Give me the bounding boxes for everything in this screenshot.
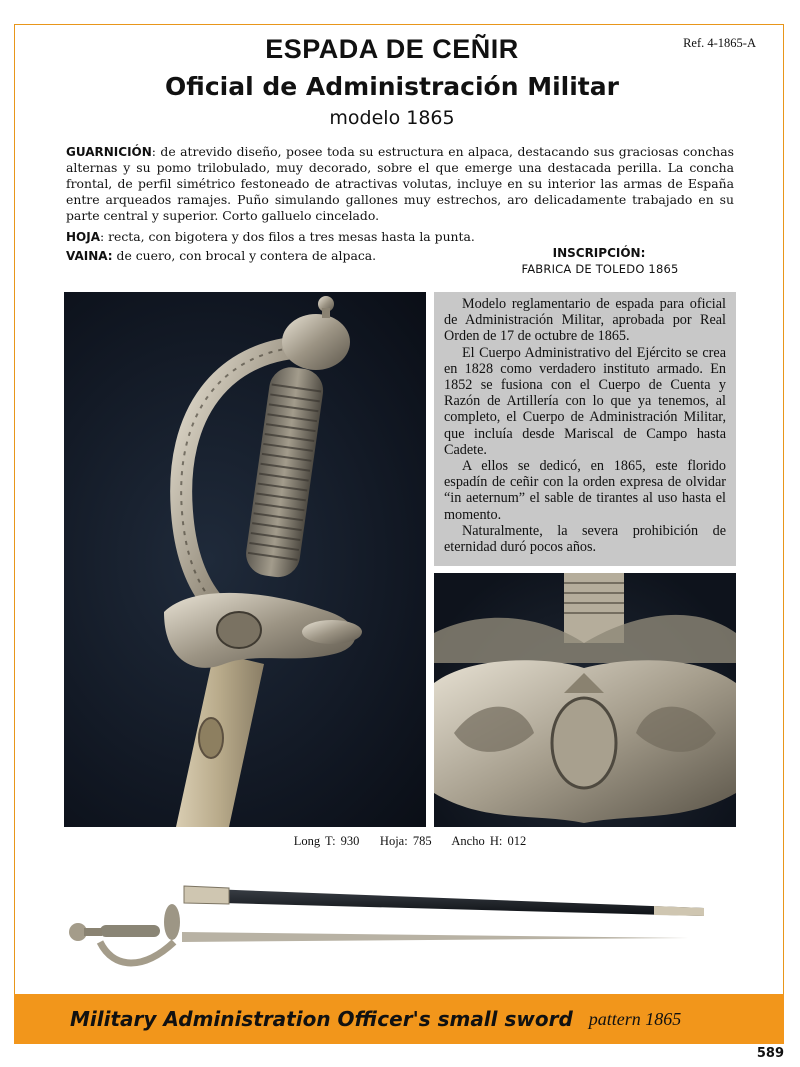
hoja-label: HOJA xyxy=(66,230,100,244)
blade-length: Hoja: 785 xyxy=(379,834,432,848)
history-paragraph-1: Modelo reglamentario de espada para oficial de Administración Militar, aprobada por Real Orden de 17 de octubre de 1865. xyxy=(444,296,726,345)
history-box xyxy=(434,292,736,566)
history-paragraph-4: Naturalmente, la severa prohibición de eternidad duró pocos años. xyxy=(444,522,726,556)
page-subtitle: Oficial de Administración Militar xyxy=(165,72,619,101)
hoja-text: : recta, con bigotera y dos filos a tres mesas hasta la punta. xyxy=(100,229,475,244)
banner-main-title: Military Administration Officer's small sword xyxy=(70,1007,573,1031)
guarnicion-paragraph xyxy=(66,144,734,224)
vaina-line xyxy=(66,248,376,263)
guarnicion-text: : de atrevido diseño, posee toda su estructura en alpaca, destacando sus graciosas conchas alternas y su pomo trilobulado, muy decorado, sobre el que emerge una destacada perilla. La concha frontal, de perfil simétrico festoneado de atractivas volutas, incluye en su interior las armas de España entre arqueados ramajes. Puño simulando gallones muy estrechos, aro delicadamente trabajado en su parte central y superior. Corto galluelo cincelado. xyxy=(66,144,734,223)
banner-pattern: pattern 1865 xyxy=(588,1008,682,1029)
page-number: 589 xyxy=(756,1046,784,1061)
sword-hilt-illustration xyxy=(64,292,426,827)
english-title-banner xyxy=(14,994,784,1044)
history-paragraph-2: El Cuerpo Administrativo del Ejército se crea en 1828 como verdadero instituto armado. En 1852 se fusiona con el Cuerpo de Cuenta y Razón de Artillería con lo que ya tenemos, al completo, el Cuerpo de Administración Militar, que incluía desde Mariscal de Campo hasta Cadete. xyxy=(444,344,726,458)
history-paragraph-3: A ellos se dedicó, en 1865, este florido espadín de ceñir con la orden expresa de olvidar “in aeternum” el sable de tirantes al uso hasta el momento. xyxy=(444,458,726,523)
measurements xyxy=(0,834,800,849)
sword-hilt-photo xyxy=(64,292,426,827)
shell-guard-illustration xyxy=(434,573,736,827)
sword-and-scabbard-illustration xyxy=(64,880,724,975)
reference-number: Ref. 4-1865-A xyxy=(683,36,756,50)
blade-width: Ancho H: 012 xyxy=(451,834,527,848)
vaina-text: de cuero, con brocal y contera de alpaca. xyxy=(112,248,377,263)
guarnicion-label: GUARNICIÓN xyxy=(66,145,152,159)
full-sword-photo xyxy=(64,880,724,975)
page-title: ESPADA DE CEÑIR xyxy=(265,34,519,64)
vaina-label: VAINA: xyxy=(66,249,113,263)
shell-guard-detail-photo xyxy=(434,573,736,827)
hoja-line xyxy=(66,229,475,244)
model-label: modelo 1865 xyxy=(329,107,455,129)
inscription-text: FABRICA DE TOLEDO 1865 xyxy=(521,262,679,276)
total-length: Long T: 930 xyxy=(293,834,360,848)
inscription-label: INSCRIPCIÓN: xyxy=(552,246,646,260)
